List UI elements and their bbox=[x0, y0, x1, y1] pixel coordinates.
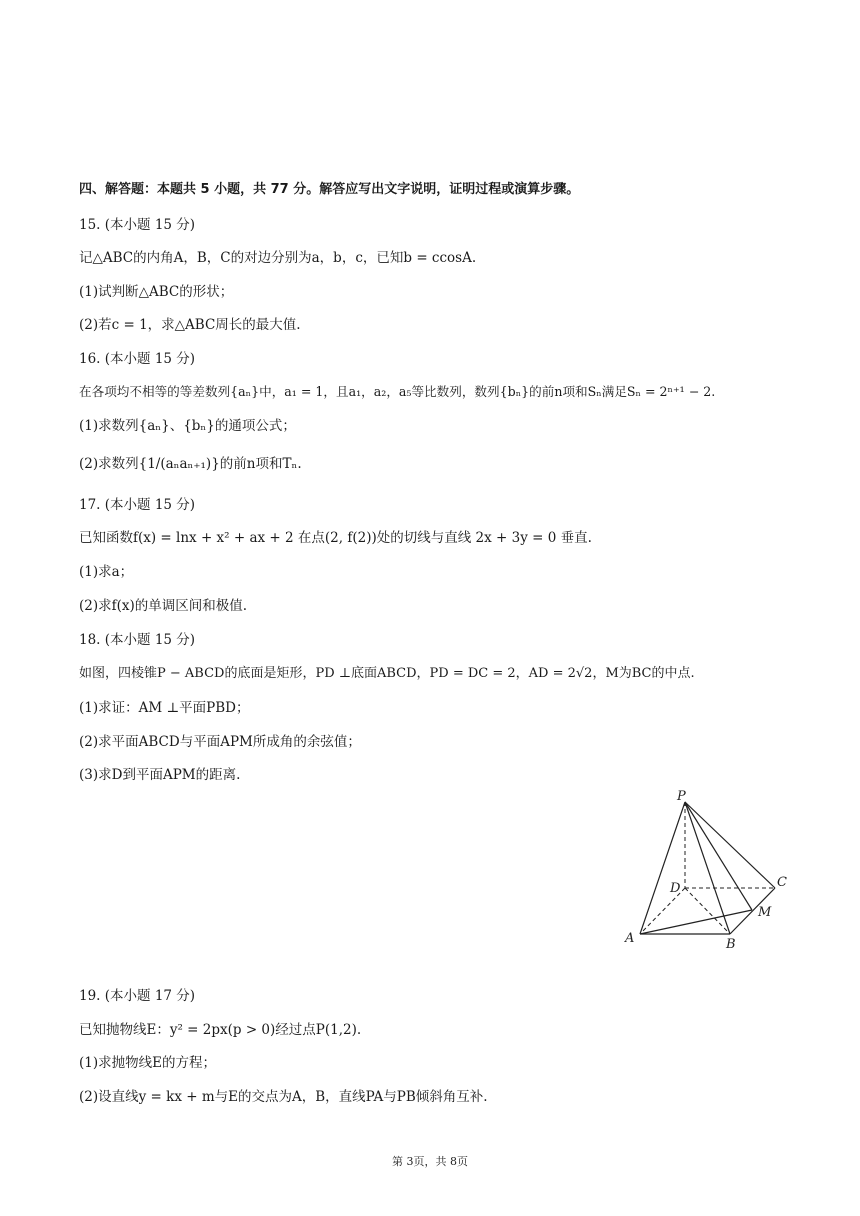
question-19-part-1: (1)求抛物线E的方程； bbox=[79, 1055, 216, 1071]
label-D: D bbox=[670, 881, 681, 896]
edge-DB bbox=[685, 888, 730, 934]
section-heading: 四、解答题：本题共 5 小题，共 77 分。解答应写出文字说明，证明过程或演算步骤。 bbox=[79, 182, 580, 197]
question-18-header: 18. (本小题 15 分) bbox=[79, 632, 196, 648]
question-19-stem: 已知抛物线E：y² = 2px(p > 0)经过点P(1,2). bbox=[79, 1022, 362, 1038]
question-15-part-2: (2)若c = 1，求△ABC周长的最大值. bbox=[79, 317, 301, 333]
question-18-part-2: (2)求平面ABCD与平面APM所成角的余弦值； bbox=[79, 734, 361, 750]
question-18-part-1: (1)求证：AM ⊥平面PBD； bbox=[79, 700, 250, 716]
page-footer: 第 3页，共 8页 bbox=[392, 1155, 468, 1168]
question-19-header: 19. (本小题 17 分) bbox=[79, 988, 196, 1004]
question-15-stem: 记△ABC的内角A，B，C的对边分别为a，b，c，已知b = ccosA. bbox=[79, 250, 477, 266]
question-17-header: 17. (本小题 15 分) bbox=[79, 497, 196, 513]
question-17-part-1: (1)求a； bbox=[79, 564, 134, 580]
label-A: A bbox=[625, 931, 635, 946]
label-C: C bbox=[777, 875, 787, 890]
edge-PB bbox=[685, 802, 730, 934]
label-B: B bbox=[726, 937, 736, 952]
question-18-part-3: (3)求D到平面APM的距离. bbox=[79, 767, 241, 783]
question-15-part-1: (1)试判断△ABC的形状； bbox=[79, 284, 234, 300]
pyramid-figure bbox=[615, 788, 795, 958]
question-17-stem: 已知函数f(x) = lnx + x² + ax + 2 在点(2, f(2))处的切线与直线 2x + 3y = 0 垂直. bbox=[79, 530, 592, 546]
pyramid-diagram bbox=[615, 788, 795, 958]
question-19-part-2: (2)设直线y = kx + m与E的交点为A，B，直线PA与PB倾斜角互补. bbox=[79, 1089, 488, 1105]
question-16-part-1: (1)求数列{aₙ}、{bₙ}的通项公式； bbox=[79, 418, 296, 434]
question-18-stem: 如图，四棱锥P − ABCD的底面是矩形，PD ⊥底面ABCD，PD = DC = 2，AD = 2√2，M为BC的中点. bbox=[79, 666, 695, 681]
label-M: M bbox=[758, 905, 772, 920]
question-16-header: 16. (本小题 15 分) bbox=[79, 351, 196, 367]
question-16-stem: 在各项均不相等的等差数列{aₙ}中，a₁ = 1，且a₁，a₂，a₅等比数列，数列{bₙ}的前n项和Sₙ满足Sₙ = 2ⁿ⁺¹ − 2. bbox=[79, 384, 716, 399]
edge-PA bbox=[640, 802, 685, 934]
label-P: P bbox=[677, 789, 686, 804]
question-17-part-2: (2)求f(x)的单调区间和极值. bbox=[79, 598, 248, 614]
question-15-header: 15. (本小题 15 分) bbox=[79, 217, 196, 233]
edge-AM bbox=[640, 910, 752, 934]
question-16-part-2: (2)求数列{1/(aₙaₙ₊₁)}的前n项和Tₙ. bbox=[79, 456, 302, 472]
